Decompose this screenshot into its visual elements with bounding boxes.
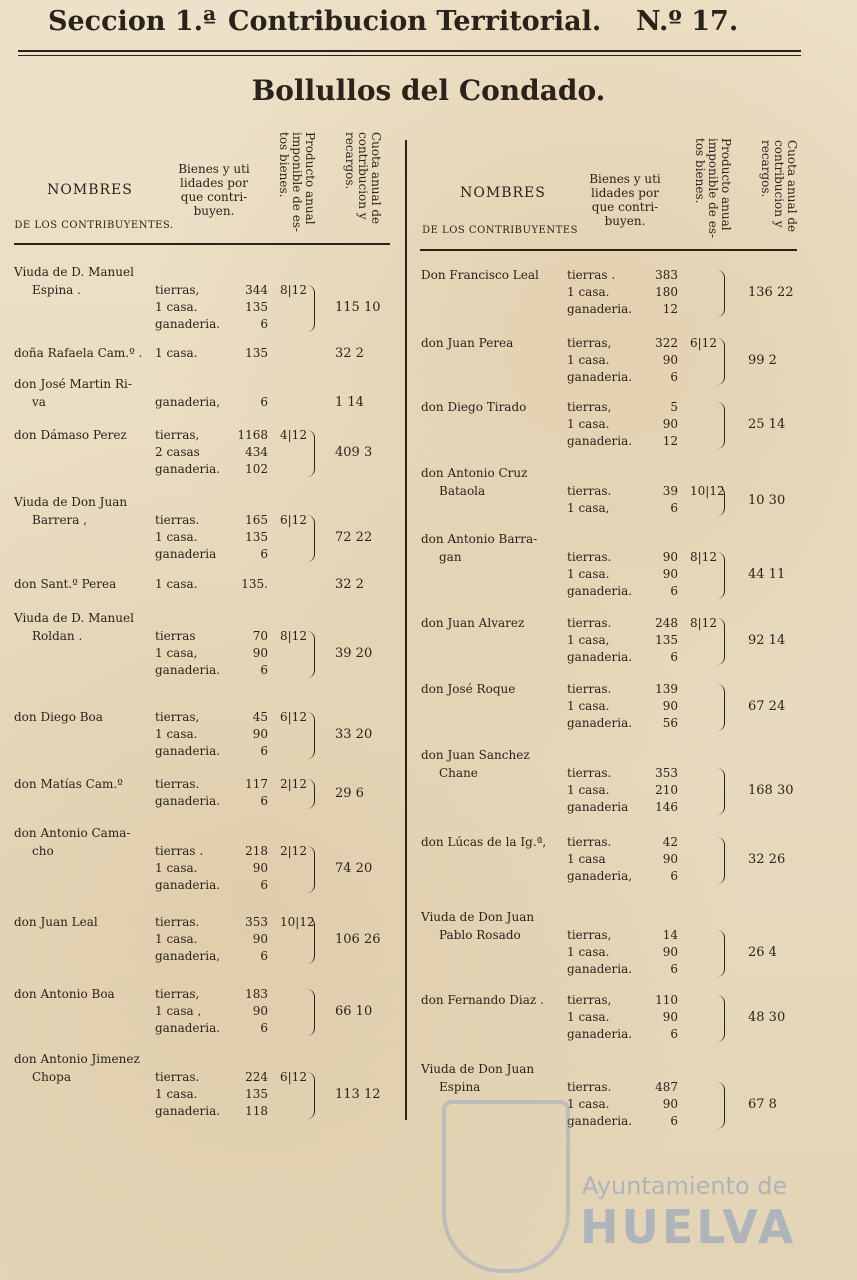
property-type: tierras. xyxy=(567,1080,612,1094)
property-value: 12 xyxy=(662,434,678,448)
property-value: 14 xyxy=(662,928,678,942)
property-type: ganaderia. xyxy=(567,962,633,976)
property-type: ganaderia, xyxy=(567,869,633,883)
property-value: 135 xyxy=(245,300,268,314)
property-value: 6 xyxy=(670,584,678,598)
contributor-name: va xyxy=(32,395,46,409)
property-type: 1 casa. xyxy=(155,300,198,314)
fraction-value: 2|12 xyxy=(280,844,307,858)
property-value: 6 xyxy=(260,547,268,561)
property-value: 118 xyxy=(245,1104,268,1118)
contributor-name: don José Martin Ri- xyxy=(14,377,132,391)
cuota-amount: 26 4 xyxy=(748,945,777,960)
property-type: tierras. xyxy=(567,835,612,849)
grouping-brace xyxy=(306,430,315,477)
property-type: ganaderia. xyxy=(567,716,633,730)
cuota-amount: 72 22 xyxy=(335,530,373,545)
contributor-name: Don Francisco Leal xyxy=(421,268,539,282)
property-value: 90 xyxy=(252,932,268,946)
contributor-name: Roldan . xyxy=(32,629,83,643)
property-value: 344 xyxy=(245,283,268,297)
property-value: 135 xyxy=(245,346,268,360)
property-value: 135 xyxy=(655,633,678,647)
contributor-name: don Juan Sanchez xyxy=(421,748,530,762)
property-value: 6 xyxy=(260,317,268,331)
property-value: 383 xyxy=(655,268,678,282)
grouping-brace xyxy=(306,712,315,759)
property-value: 90 xyxy=(662,550,678,564)
property-type: tierras, xyxy=(155,987,200,1001)
fraction-value: 6|12 xyxy=(280,1070,307,1084)
fraction-value: 8|12 xyxy=(690,616,717,630)
fraction-value: 6|12 xyxy=(690,336,717,350)
contributor-name: Viuda de D. Manuel xyxy=(14,265,134,279)
grouping-brace xyxy=(306,779,315,809)
col-cuota-right: Cuota anual de contribucion y recargos. xyxy=(759,140,799,233)
property-value: 45 xyxy=(252,710,268,724)
property-type: 1 casa. xyxy=(155,861,198,875)
property-type: 1 casa , xyxy=(155,1004,202,1018)
watermark-line1: Ayuntamiento de xyxy=(582,1172,788,1200)
property-type: ganaderia. xyxy=(155,317,221,331)
cuota-amount: 32 26 xyxy=(748,852,786,867)
property-type: ganaderia, xyxy=(155,949,221,963)
grouping-brace xyxy=(716,1082,725,1129)
property-type: 1 casa, xyxy=(155,646,198,660)
col-producto-right: Producto anual imponible de es- tos bienes. xyxy=(693,138,733,239)
page-number: N.º 17. xyxy=(636,6,739,37)
property-value: 90 xyxy=(662,1010,678,1024)
property-value: 70 xyxy=(252,629,268,643)
property-value: 12 xyxy=(662,302,678,316)
property-type: ganaderia. xyxy=(155,878,221,892)
contributor-name: cho xyxy=(32,844,54,858)
contributor-name: don Matías Cam.º xyxy=(14,777,123,791)
property-value: 6 xyxy=(260,744,268,758)
property-value: 6 xyxy=(670,1114,678,1128)
fraction-value: 8|12 xyxy=(280,283,307,297)
property-type: tierras. xyxy=(155,915,200,929)
col-cuota-left: Cuota anual de contribucion y recargos. xyxy=(343,132,383,225)
property-type: ganaderia. xyxy=(567,370,633,384)
property-type: tierras . xyxy=(567,268,616,282)
property-value: 90 xyxy=(662,699,678,713)
property-value: 6 xyxy=(260,395,268,409)
property-value: 6 xyxy=(260,878,268,892)
property-type: 1 casa. xyxy=(567,945,610,959)
property-value: 90 xyxy=(662,945,678,959)
property-value: 6 xyxy=(260,663,268,677)
property-value: 1168 xyxy=(237,428,268,442)
property-value: 6 xyxy=(260,794,268,808)
property-type: ganaderia. xyxy=(567,1114,633,1128)
property-value: 353 xyxy=(655,766,678,780)
property-type: 1 casa. xyxy=(155,1087,198,1101)
property-type: ganaderia. xyxy=(567,1027,633,1041)
property-type: ganaderia. xyxy=(155,1104,221,1118)
property-type: tierras. xyxy=(567,766,612,780)
contributor-name: don Antonio Cruz xyxy=(421,466,528,480)
grouping-brace xyxy=(306,917,315,964)
municipal-seal-watermark xyxy=(442,1100,570,1273)
town-title: Bollullos del Condado. xyxy=(251,74,606,107)
property-type: ganaderia. xyxy=(155,744,221,758)
contributor-name: don Sant.º Perea xyxy=(14,577,117,591)
cuota-amount: 168 30 xyxy=(748,783,794,798)
cuota-amount: 29 6 xyxy=(335,785,364,801)
property-type: 1 casa. xyxy=(567,699,610,713)
contributor-name: don Juan Perea xyxy=(421,336,514,350)
property-value: 6 xyxy=(670,962,678,976)
property-value: 183 xyxy=(245,987,268,1001)
property-value: 56 xyxy=(662,716,678,730)
cuota-amount: 10 30 xyxy=(748,492,786,508)
contributor-name: Espina . xyxy=(32,283,81,297)
col-contribuyentes-left: DE LOS CONTRIBUYENTES. xyxy=(14,220,174,231)
fraction-value: 2|12 xyxy=(280,777,307,791)
contributor-name: Viuda de Don Juan xyxy=(421,1062,535,1076)
section-label: Seccion 1.ª xyxy=(48,6,217,37)
cuota-amount: 25 14 xyxy=(748,417,786,432)
grouping-brace xyxy=(306,285,315,332)
contributor-name: Barrera , xyxy=(32,513,88,527)
property-value: 90 xyxy=(252,646,268,660)
property-type: ganaderia. xyxy=(155,663,221,677)
page-header xyxy=(0,6,857,46)
grouping-brace xyxy=(716,552,725,599)
property-value: 6 xyxy=(260,1021,268,1035)
property-type: tierras, xyxy=(567,336,612,350)
fraction-value: 6|12 xyxy=(280,710,307,724)
property-type: 1 casa. xyxy=(567,417,610,431)
contributor-name: don Antonio Boa xyxy=(14,987,115,1001)
property-value: 39 xyxy=(662,484,678,498)
property-type: tierras. xyxy=(155,513,200,527)
property-type: tierras xyxy=(155,629,196,643)
contributor-name: Viuda de Don Juan xyxy=(14,495,128,509)
contributor-name: Viuda de D. Manuel xyxy=(14,611,134,625)
cuota-amount: 67 8 xyxy=(748,1097,777,1112)
property-type: ganaderia, xyxy=(155,395,221,409)
grouping-brace xyxy=(716,338,725,385)
property-value: 180 xyxy=(655,285,678,299)
property-value: 6 xyxy=(670,1027,678,1041)
property-type: tierras. xyxy=(567,682,612,696)
contributor-name: don Antonio Jimenez xyxy=(14,1052,140,1066)
property-value: 146 xyxy=(655,800,678,814)
property-type: tierras. xyxy=(567,550,612,564)
cuota-amount: 99 2 xyxy=(748,353,777,368)
property-value: 6 xyxy=(670,650,678,664)
property-type: tierras, xyxy=(155,428,200,442)
contributor-name: don Antonio Barra- xyxy=(421,532,538,546)
property-type: 1 casa. xyxy=(155,577,198,591)
property-type: 1 casa. xyxy=(567,1010,610,1024)
property-type: tierras. xyxy=(155,777,200,791)
property-value: 117 xyxy=(245,777,268,791)
property-value: 90 xyxy=(662,417,678,431)
property-value: 487 xyxy=(655,1080,678,1094)
contributor-name: don Lúcas de la Ig.ª, xyxy=(421,835,547,849)
property-type: 1 casa xyxy=(567,852,606,866)
contributor-name: don Diego Tirado xyxy=(421,400,527,414)
property-type: ganaderia. xyxy=(155,462,221,476)
property-value: 135 xyxy=(245,1087,268,1101)
fraction-value: 4|12 xyxy=(280,428,307,442)
property-type: tierras. xyxy=(155,1070,200,1084)
property-value: 90 xyxy=(252,727,268,741)
property-value: 90 xyxy=(662,852,678,866)
property-type: 1 casa. xyxy=(155,932,198,946)
property-value: 102 xyxy=(245,462,268,476)
header-rule-thin xyxy=(18,55,801,56)
property-type: 1 casa. xyxy=(567,1097,610,1111)
property-type: ganaderia xyxy=(567,800,629,814)
grouping-brace xyxy=(716,930,725,977)
property-value: 224 xyxy=(245,1070,268,1084)
cuota-amount: 67 24 xyxy=(748,699,786,714)
contributor-name: don Fernando Diaz . xyxy=(421,993,544,1007)
property-value: 353 xyxy=(245,915,268,929)
property-value: 322 xyxy=(655,336,678,350)
cuota-amount: 74 20 xyxy=(335,861,373,876)
property-value: 90 xyxy=(252,1004,268,1018)
property-type: ganaderia. xyxy=(567,434,633,448)
property-value: 6 xyxy=(670,370,678,384)
header-rule xyxy=(18,50,801,52)
property-type: 1 casa. xyxy=(567,285,610,299)
property-value: 90 xyxy=(252,861,268,875)
grouping-brace xyxy=(716,995,725,1042)
property-value: 210 xyxy=(655,783,678,797)
property-value: 248 xyxy=(655,616,678,630)
contributor-name: don Juan Leal xyxy=(14,915,98,929)
property-type: 1 casa. xyxy=(567,567,610,581)
property-type: tierras . xyxy=(155,844,204,858)
cuota-amount: 115 10 xyxy=(335,300,381,315)
property-value: 90 xyxy=(662,1097,678,1111)
property-value: 42 xyxy=(662,835,678,849)
contributor-name: Chane xyxy=(439,766,478,780)
property-value: 110 xyxy=(655,993,678,1007)
col-nombres-left: NOMBRES xyxy=(47,182,133,198)
contributor-name: don Dámaso Perez xyxy=(14,428,127,442)
contributor-name: don Antonio Cama- xyxy=(14,826,131,840)
contributor-name: gan xyxy=(439,550,462,564)
property-value: 90 xyxy=(662,353,678,367)
cuota-amount: 44 11 xyxy=(748,567,786,582)
contributor-name: doña Rafaela Cam.º . xyxy=(14,346,143,360)
cuota-amount: 106 26 xyxy=(335,932,381,947)
fraction-value: 10|12 xyxy=(280,915,315,929)
grouping-brace xyxy=(716,684,725,731)
cuota-amount: 113 12 xyxy=(335,1087,381,1102)
cuota-amount: 1 14 xyxy=(335,395,364,410)
contributor-name: Pablo Rosado xyxy=(439,928,521,942)
cuota-amount: 48 30 xyxy=(748,1010,786,1025)
col-nombres-right: NOMBRES xyxy=(460,185,546,201)
property-type: tierras, xyxy=(567,928,612,942)
property-value: 165 xyxy=(245,513,268,527)
property-value: 139 xyxy=(655,682,678,696)
fraction-value: 6|12 xyxy=(280,513,307,527)
property-value: 5 xyxy=(670,400,678,414)
col-contribuyentes-right: DE LOS CONTRIBUYENTES xyxy=(422,225,578,236)
contributor-name: don Diego Boa xyxy=(14,710,103,724)
col-bienes-left: Bienes y uti lidades por que contri- buyen. xyxy=(178,162,250,218)
property-type: tierras, xyxy=(567,400,612,414)
grouping-brace xyxy=(306,631,315,678)
fraction-value: 8|12 xyxy=(690,550,717,564)
cuota-amount: 32 2 xyxy=(335,577,364,592)
property-value: 218 xyxy=(245,844,268,858)
property-type: 1 casa. xyxy=(567,783,610,797)
cuota-amount: 33 20 xyxy=(335,727,373,742)
property-type: ganaderia. xyxy=(567,650,633,664)
grouping-brace xyxy=(306,846,315,893)
cuota-amount: 39 20 xyxy=(335,646,373,661)
property-type: ganaderia xyxy=(155,547,217,561)
contributor-name: Viuda de Don Juan xyxy=(421,910,535,924)
cuota-amount: 409 3 xyxy=(335,445,373,460)
contributor-name: don Juan Alvarez xyxy=(421,616,525,630)
property-type: 2 casas xyxy=(155,445,200,459)
cuota-amount: 66 10 xyxy=(335,1004,373,1019)
col-bienes-right: Bienes y uti lidades por que contri- buyen. xyxy=(589,172,661,228)
grouping-brace xyxy=(716,768,725,815)
document-title: Contribucion Territorial. xyxy=(228,6,602,37)
property-type: 1 casa. xyxy=(567,353,610,367)
property-value: 90 xyxy=(662,567,678,581)
property-type: 1 casa, xyxy=(567,633,610,647)
property-value: 6 xyxy=(260,949,268,963)
property-value: 434 xyxy=(245,445,268,459)
col-producto-left: Producto anual imponible de es- tos bienes. xyxy=(277,132,317,233)
fraction-value: 8|12 xyxy=(280,629,307,643)
contributor-name: Chopa xyxy=(32,1070,71,1084)
contributor-name: don José Roque xyxy=(421,682,516,696)
column-divider xyxy=(405,140,407,1120)
grouping-brace xyxy=(716,402,725,449)
property-value: 6 xyxy=(670,501,678,515)
grouping-brace xyxy=(306,1072,315,1119)
property-type: ganaderia. xyxy=(567,584,633,598)
property-type: tierras. xyxy=(567,484,612,498)
left-header-rule xyxy=(14,243,390,245)
property-type: tierras, xyxy=(155,283,200,297)
property-type: tierras, xyxy=(155,710,200,724)
right-header-rule xyxy=(420,249,797,251)
property-value: 135 xyxy=(245,530,268,544)
contributor-name: Espina xyxy=(439,1080,481,1094)
property-type: tierras, xyxy=(567,993,612,1007)
property-value: 6 xyxy=(670,869,678,883)
grouping-brace xyxy=(306,515,315,562)
property-value: 135. xyxy=(241,577,268,591)
cuota-amount: 32 2 xyxy=(335,346,364,361)
property-type: 1 casa. xyxy=(155,727,198,741)
grouping-brace xyxy=(716,270,725,317)
cuota-amount: 136 22 xyxy=(748,285,794,300)
fraction-value: 10|12 xyxy=(690,484,725,498)
grouping-brace xyxy=(306,989,315,1036)
grouping-brace xyxy=(716,618,725,665)
grouping-brace xyxy=(716,486,725,516)
property-type: ganaderia. xyxy=(155,794,221,808)
property-type: ganaderia. xyxy=(155,1021,221,1035)
property-type: tierras. xyxy=(567,616,612,630)
grouping-brace xyxy=(716,837,725,884)
contributor-name: Bataola xyxy=(439,484,486,498)
property-type: 1 casa. xyxy=(155,530,198,544)
property-type: 1 casa, xyxy=(567,501,610,515)
property-type: 1 casa. xyxy=(155,346,198,360)
property-type: ganaderia. xyxy=(567,302,633,316)
cuota-amount: 92 14 xyxy=(748,633,786,648)
watermark-line2: HUELVA xyxy=(580,1200,797,1254)
